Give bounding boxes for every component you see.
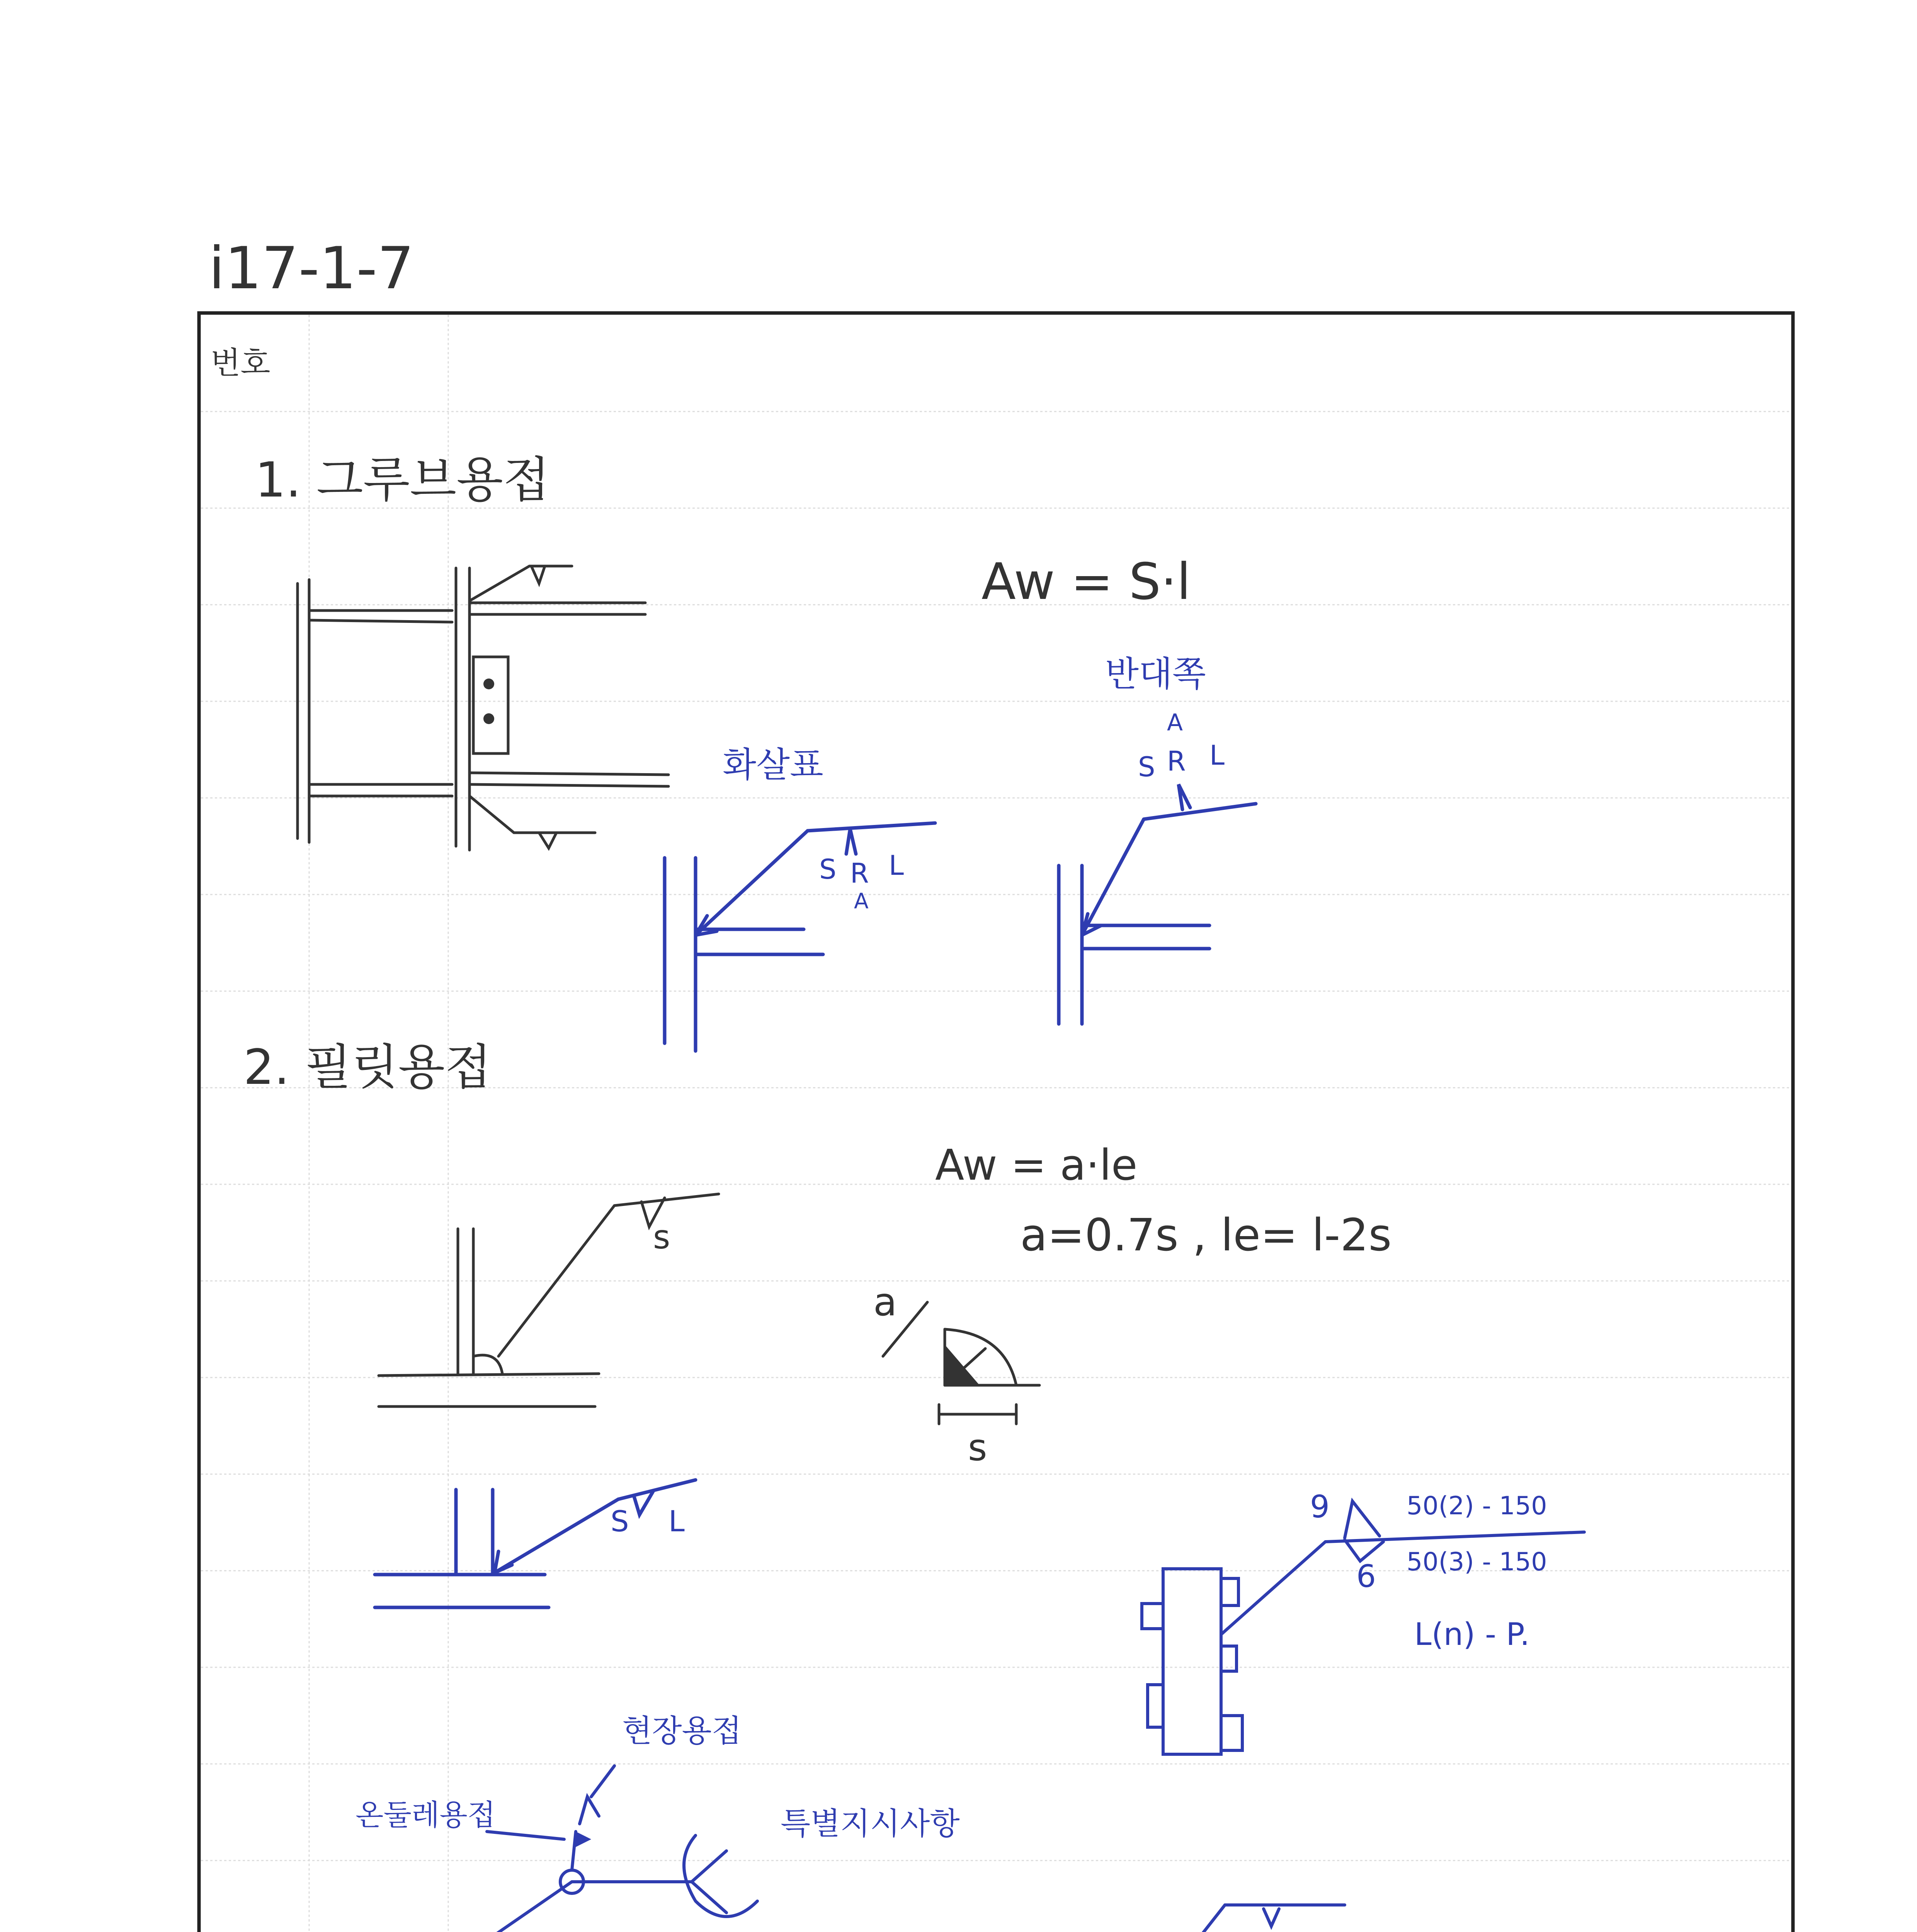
throat-label: a [873,1279,897,1325]
finish-symbol [1182,1905,1360,1932]
groove-column-sketch [298,566,668,850]
special-note-label: 특별지시사항 [781,1806,960,1842]
arrow-side-a: A [854,889,869,913]
all-around-field-symbol [460,1766,757,1932]
throat-formula: a=0.7s , le= l-2s [1020,1209,1392,1261]
other-side-l: L [1209,740,1225,771]
pencil-symbol-s: s [653,1218,670,1257]
groove-area-formula: Aw = S·l [981,552,1191,611]
fillet-symbol-l: L [668,1504,685,1538]
margin-lines [309,315,448,1932]
intermittent-spec-top: 50(2) - 150 [1407,1492,1547,1520]
other-side-weld-symbol [1059,784,1256,1024]
arrow-side-r: R [850,857,869,889]
leg-label: s [968,1427,987,1469]
intermittent-bottom-leg: 6 [1356,1558,1376,1594]
arrow-side-s: S [819,854,837,885]
intermittent-spec-bottom: 50(3) - 150 [1407,1548,1547,1577]
other-side-label: 반대쪽 [1105,654,1206,694]
section2-heading: 2. 필릿용접 [243,1039,492,1095]
page-header-label: i17-1-7 [209,235,414,302]
field-weld-flag-icon [576,1832,591,1847]
arrow-side-label: 화살표 [723,745,823,785]
section1-heading: 1. 그루브용접 [255,452,550,508]
all-around-label: 온둘레용접 [356,1798,496,1832]
box-label: 번호 [211,345,270,381]
intermittent-general: L(n) - P. [1414,1616,1530,1652]
fillet-ink-symbol [375,1480,696,1607]
throat-diagram [883,1302,1039,1424]
other-side-r: R [1167,745,1186,777]
fillet-symbol-s: S [611,1504,629,1538]
intermittent-top-leg: 9 [1310,1489,1330,1525]
arrow-side-l: L [889,850,904,881]
field-weld-label: 현장용접 [622,1713,742,1749]
throat-fill [945,1345,980,1385]
fillet-area-formula: Aw = a·le [935,1140,1138,1190]
other-side-a: A [1167,709,1183,736]
other-side-s: S [1138,751,1155,783]
